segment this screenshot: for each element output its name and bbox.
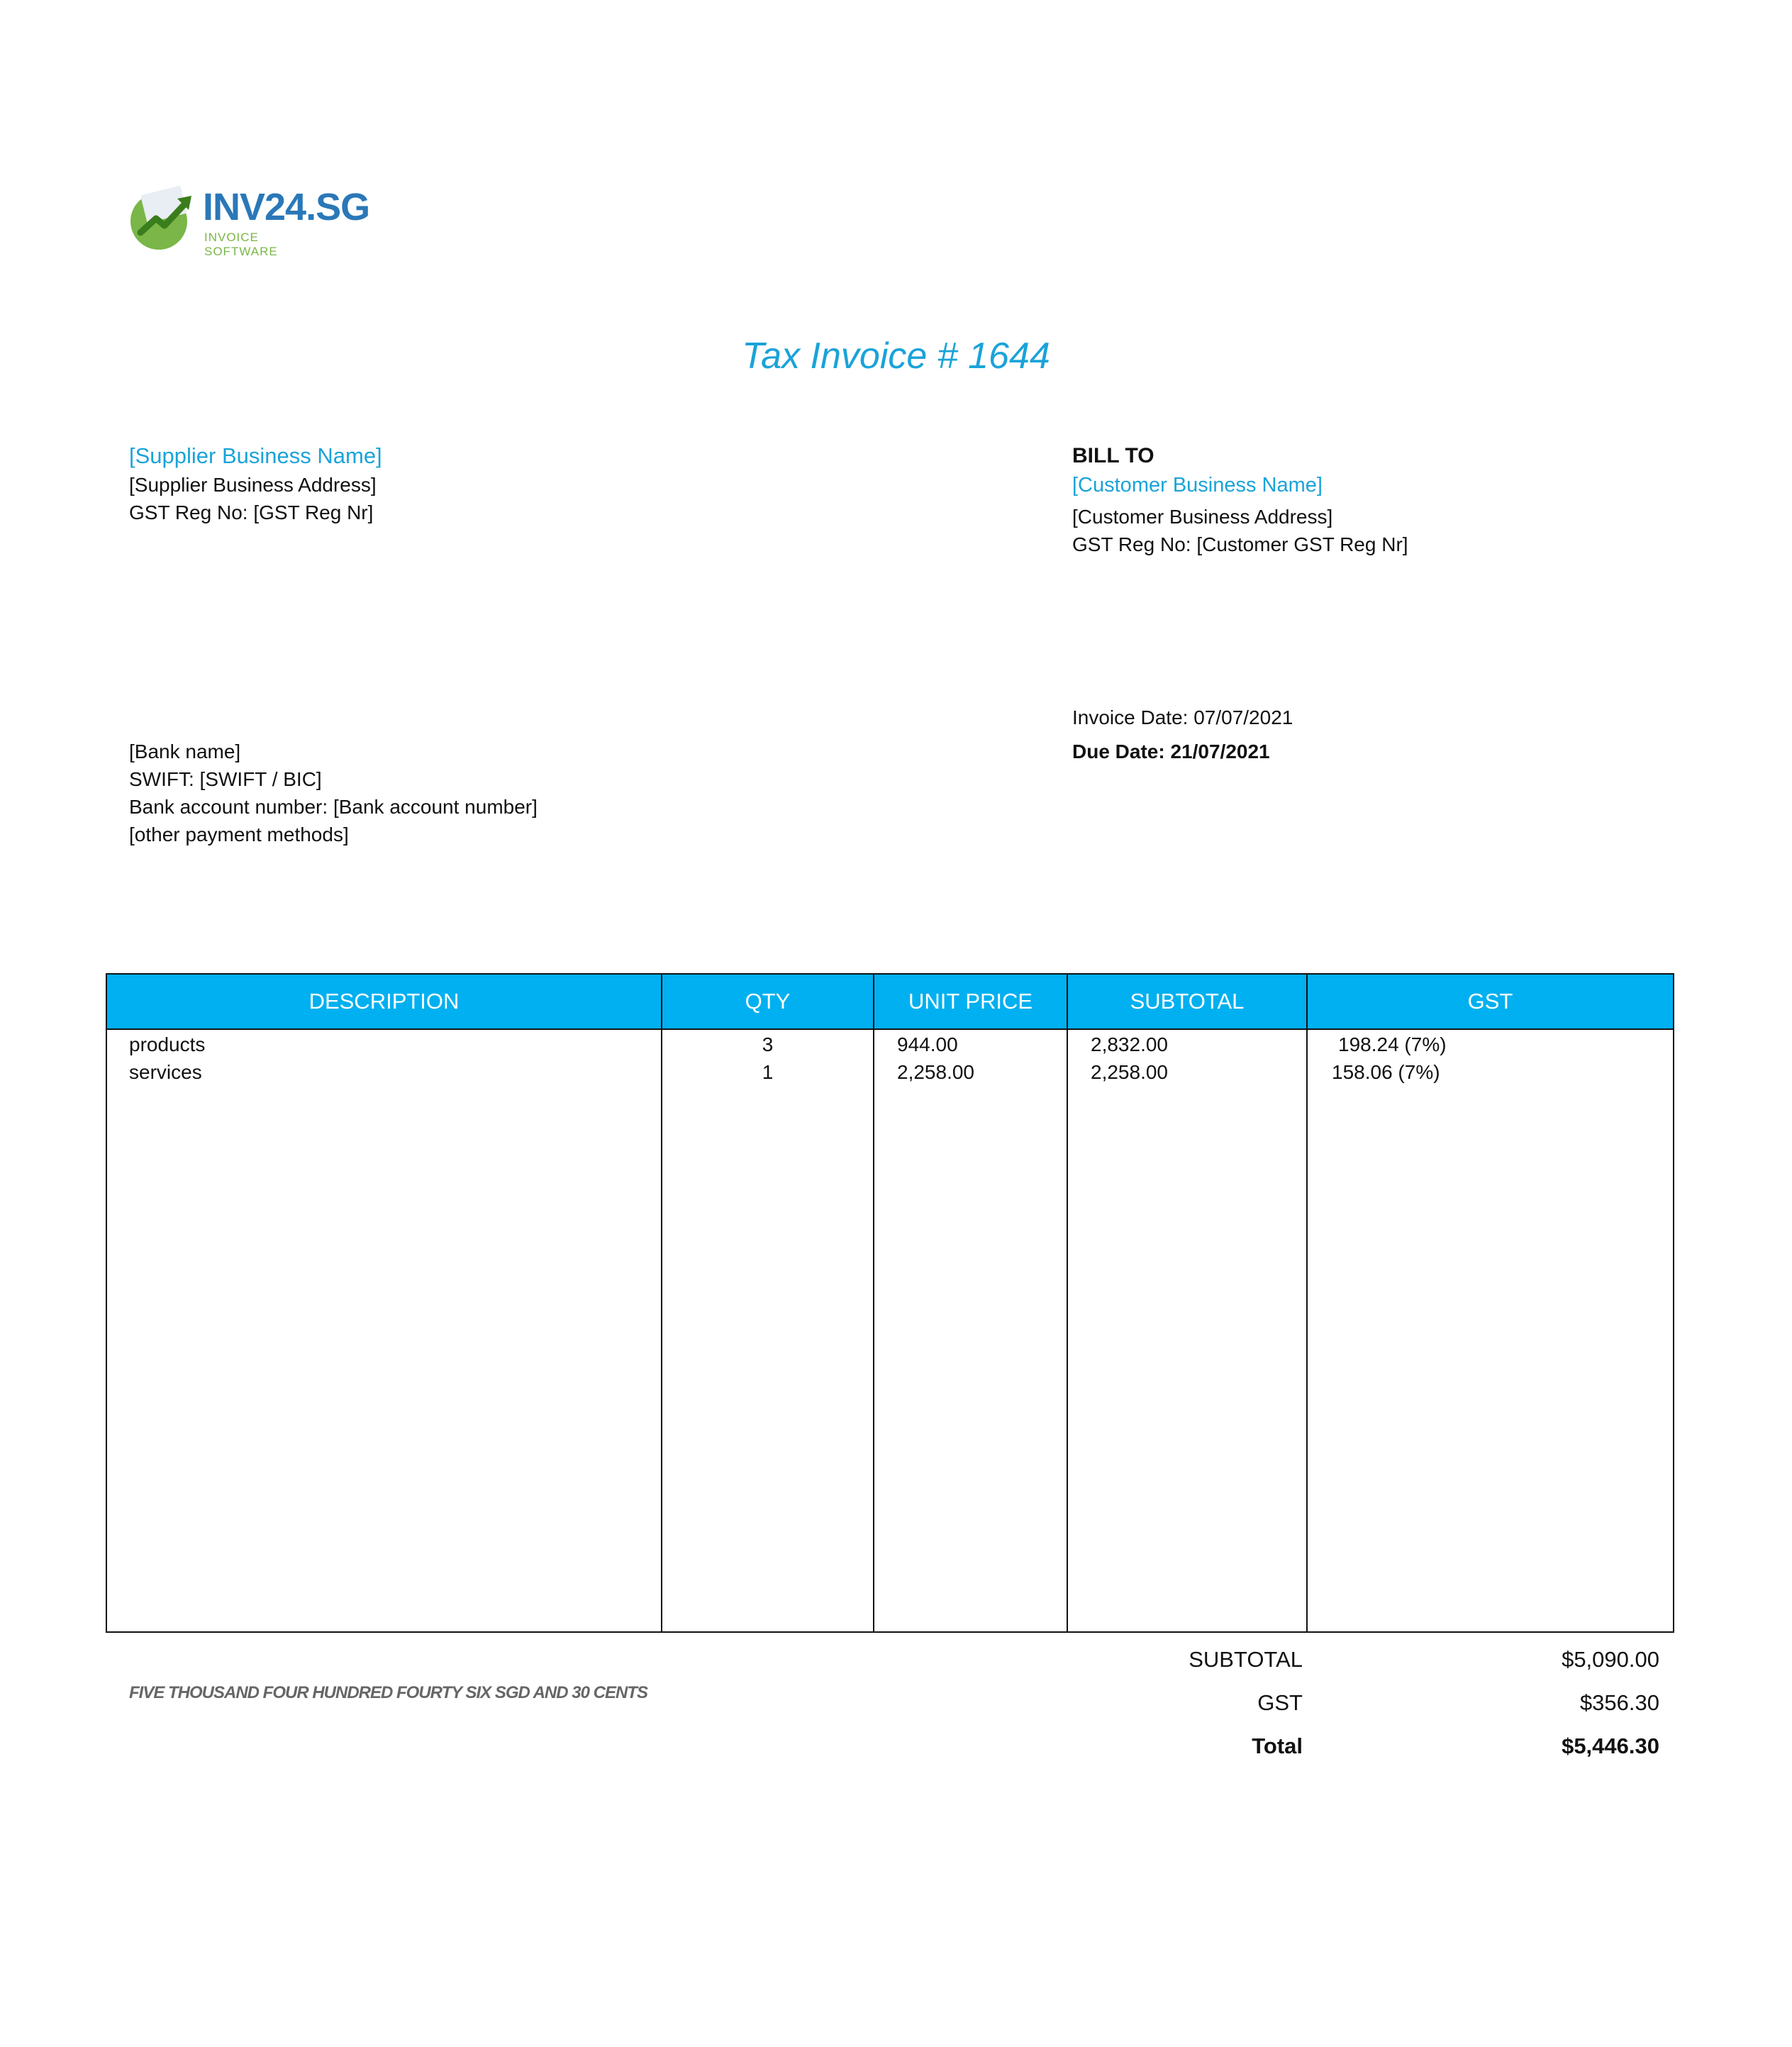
bank-name: [Bank name] <box>129 740 241 762</box>
customer-name: [Customer Business Name] <box>1072 474 1323 497</box>
row-description: services <box>129 1061 202 1083</box>
items-table <box>106 973 1674 1633</box>
customer-gst: GST Reg No: [Customer GST Reg Nr] <box>1072 533 1408 555</box>
logo-tagline: INVOICE SOFTWARE <box>204 231 278 258</box>
row-unit-price: 2,258.00 <box>897 1061 974 1083</box>
bank-account: Bank account number: [Bank account number] <box>129 796 538 818</box>
row-unit-price: 944.00 <box>897 1033 958 1055</box>
column-divider <box>1067 975 1068 1631</box>
supplier-gst: GST Reg No: [GST Reg Nr] <box>129 501 374 523</box>
row-gst: 158.06 (7%) <box>1332 1061 1440 1083</box>
header-subtotal: SUBTOTAL <box>1130 989 1245 1014</box>
other-payment-methods: [other payment methods] <box>129 823 349 845</box>
total-value: $5,446.30 <box>1562 1733 1659 1758</box>
logo-brand: INV24.SG <box>203 186 370 228</box>
invoice-date: Invoice Date: 07/07/2021 <box>1072 706 1293 728</box>
row-description: products <box>129 1033 206 1055</box>
due-date: Due Date: 21/07/2021 <box>1072 740 1270 762</box>
gst-value: $356.30 <box>1579 1690 1659 1715</box>
customer-address: [Customer Business Address] <box>1072 506 1333 528</box>
total-label: Total <box>1252 1733 1303 1758</box>
gst-label: GST <box>1257 1690 1303 1715</box>
header-gst: GST <box>1467 989 1513 1014</box>
row-subtotal: 2,258.00 <box>1091 1061 1168 1083</box>
supplier-name: [Supplier Business Name] <box>129 443 382 468</box>
invoice-title: Tax Invoice # 1644 <box>742 335 1050 377</box>
column-divider <box>1306 975 1308 1631</box>
subtotal-label: SUBTOTAL <box>1189 1647 1303 1672</box>
row-gst: 198.24 (7%) <box>1338 1033 1447 1055</box>
row-qty: 1 <box>762 1061 774 1083</box>
header-qty: QTY <box>745 989 791 1014</box>
supplier-address: [Supplier Business Address] <box>129 474 377 496</box>
amount-in-words: FIVE THOUSAND FOUR HUNDRED FOURTY SIX SGD AND 30 CENTS <box>129 1683 647 1702</box>
row-qty: 3 <box>762 1033 774 1055</box>
row-subtotal: 2,832.00 <box>1091 1033 1168 1055</box>
logo-icon <box>125 182 203 253</box>
subtotal-value: $5,090.00 <box>1562 1647 1659 1672</box>
swift-code: SWIFT: [SWIFT / BIC] <box>129 768 322 790</box>
bill-to-heading: BILL TO <box>1072 444 1154 467</box>
column-divider <box>873 975 874 1631</box>
header-unit-price: UNIT PRICE <box>908 989 1033 1014</box>
header-description: DESCRIPTION <box>308 989 460 1014</box>
